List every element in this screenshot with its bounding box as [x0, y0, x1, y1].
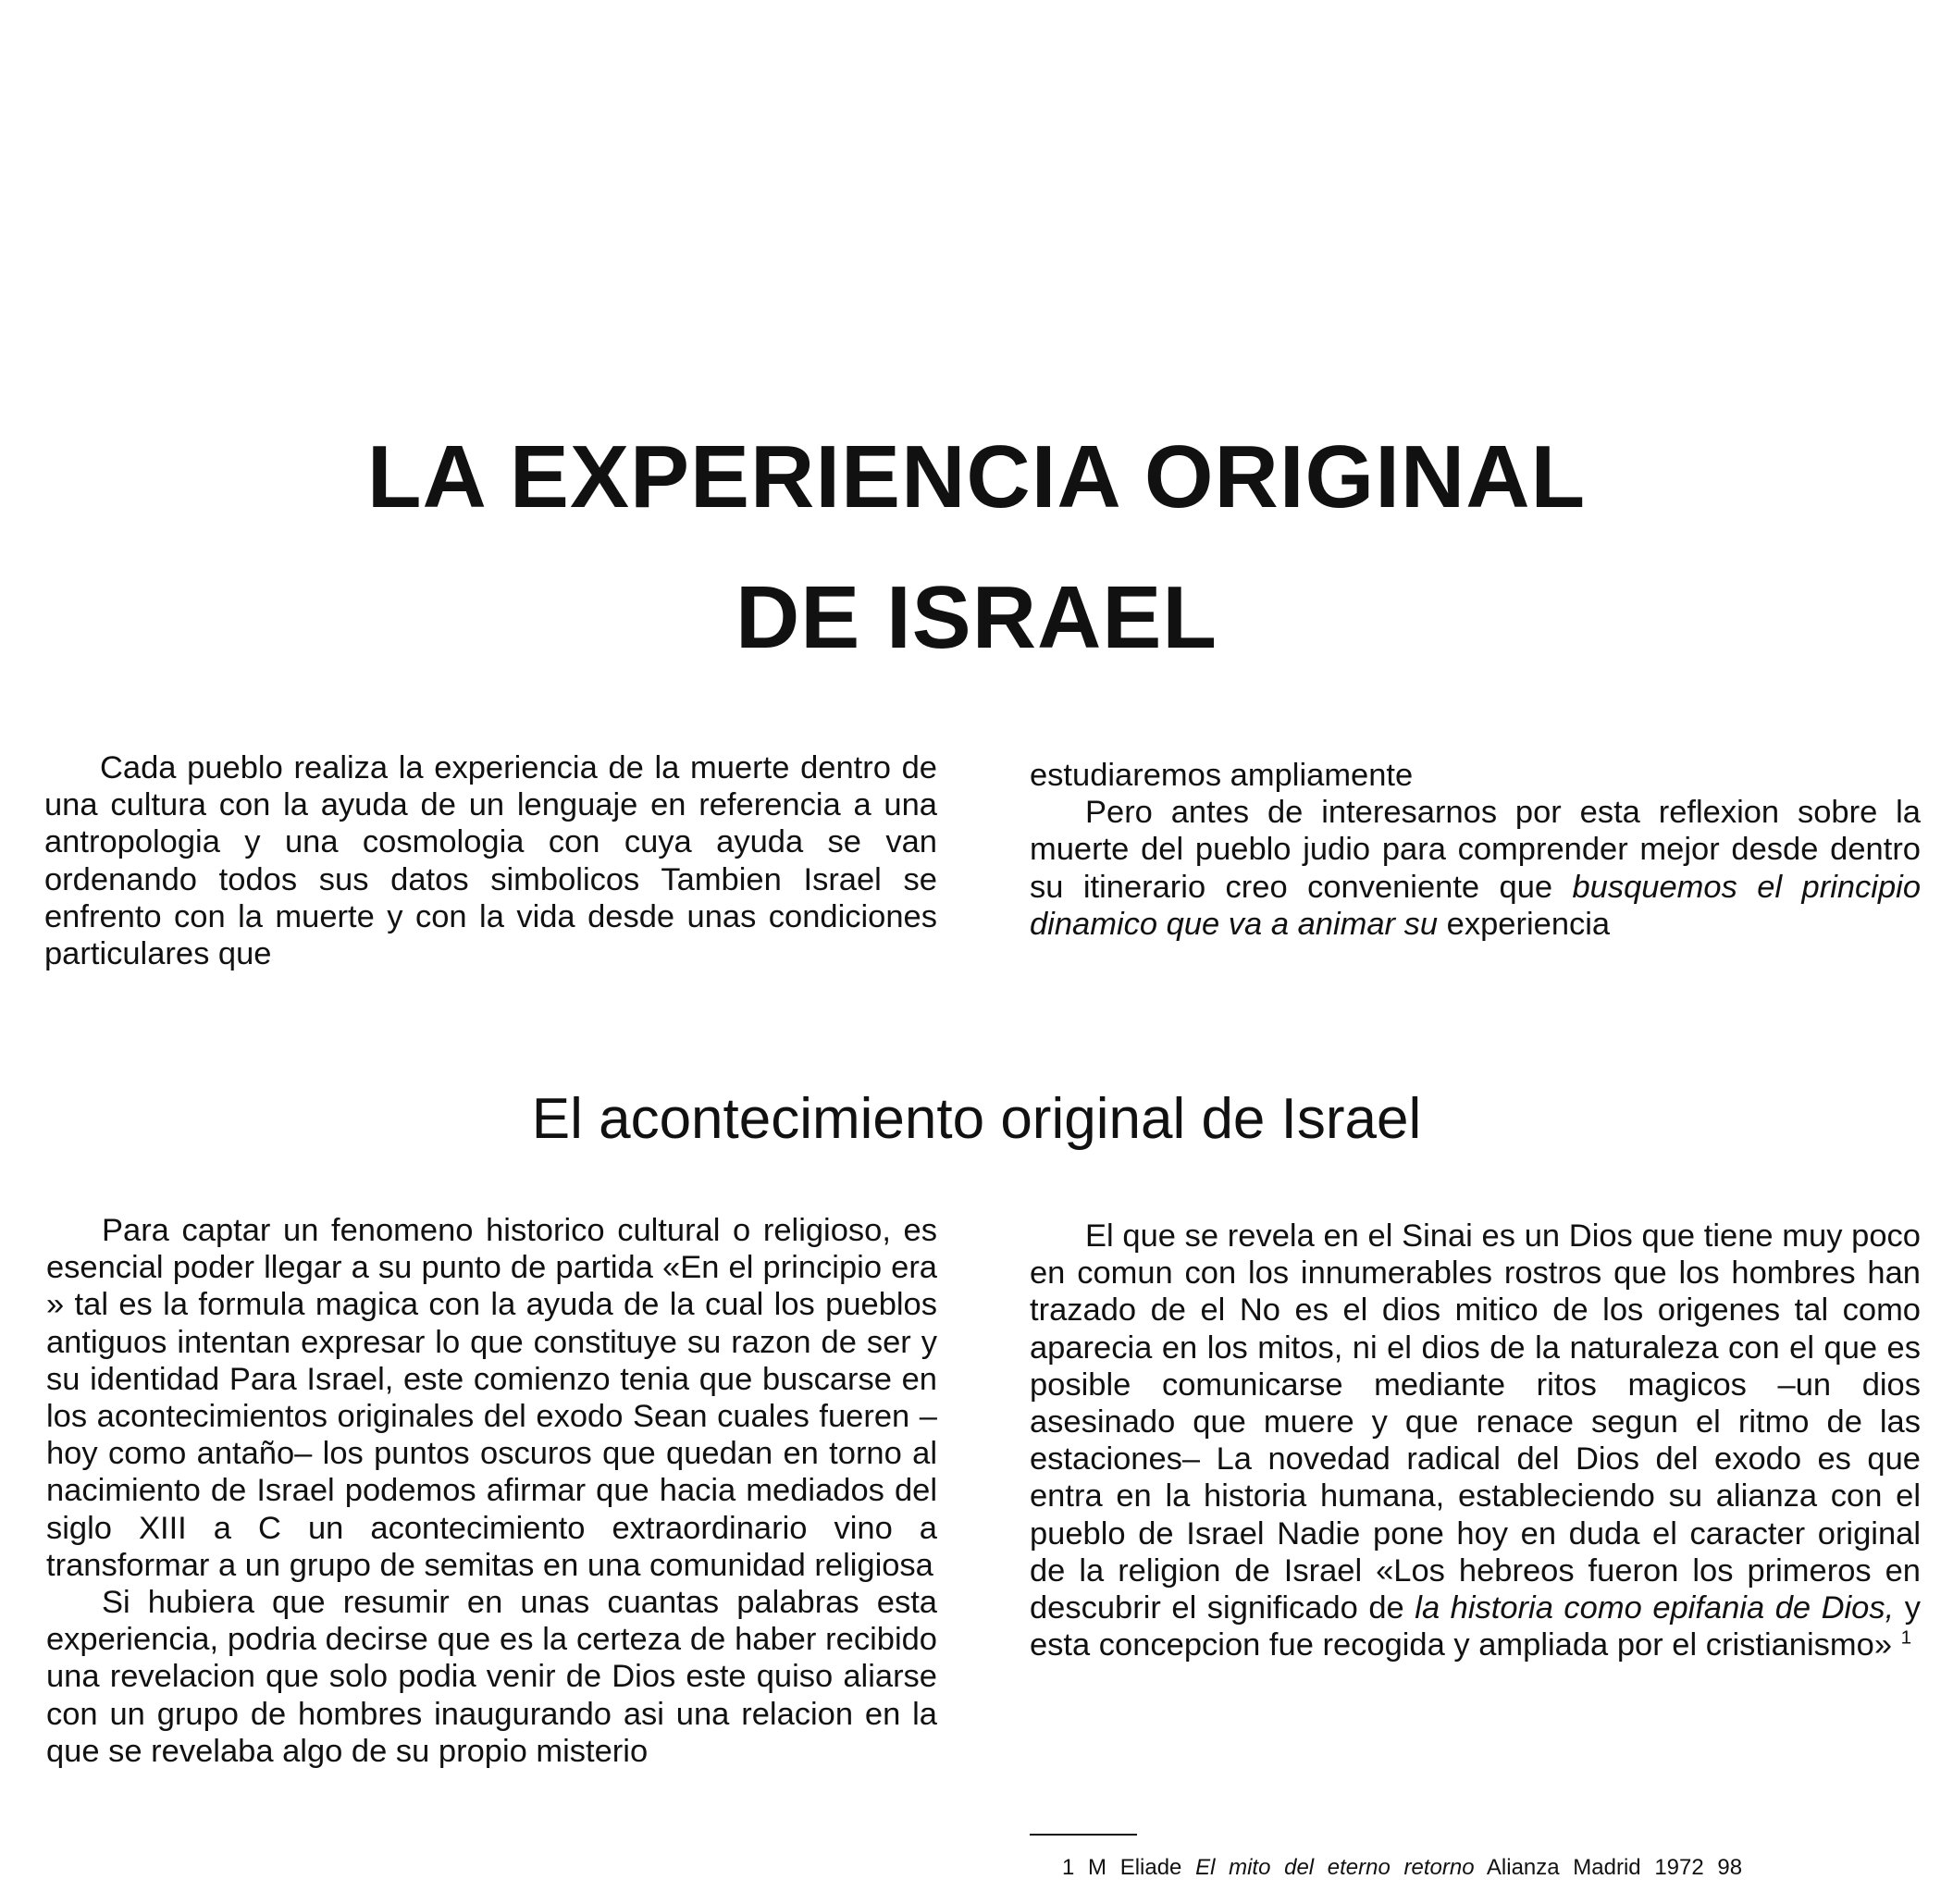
- intro-paragraph-2-italic: busquemos el principio dinamico que va a animar su: [1030, 869, 1922, 942]
- footnote-number: 1: [1062, 1855, 1075, 1880]
- section-paragraph-2: Si hubiera que resumir en unas cuantas palabras esta experiencia, podria decirse que es la certeza de haber recibido una revelacion que solo podia venir de Dios este quiso aliarse con un grupo de hombres inaugurando asi una relacion en la que se revelaba algo de su propio misterio: [46, 1585, 937, 1769]
- footnote: [1062, 1854, 1932, 1882]
- footnote-publication: Alianza Madrid 1972 98: [1474, 1855, 1743, 1880]
- section-paragraph-1: Para captar un fenomeno historico cultural o religioso, es esencial poder llegar a su punto de partida «En el principio era » tal es la formula magica con la ayuda de la cual los pueblos antiguos intentan expresar lo que constituye su razon de ser y su identidad Para Israel, este comienzo tenia que buscarse en los acontecimientos originales del exodo Sean cuales fueren –hoy como antaño– los puntos oscuros que quedan en torno al nacimiento de Israel podemos afirmar que hacia mediados del siglo XIII a C un acontecimiento extraordinario vino a transformar a un grupo de semitas en una comunidad religiosa: [46, 1213, 937, 1583]
- footnote-work-title: El mito del eterno retorno: [1195, 1855, 1475, 1880]
- footnote-author: M Eliade: [1088, 1855, 1196, 1880]
- footnote-divider: [1030, 1834, 1137, 1836]
- section-heading: El acontecimiento original de Israel: [531, 1087, 1422, 1151]
- intro-paragraph-2-text: Pero antes de interesarnos por esta reflexion sobre la muerte del pueblo judio para comprender mejor desde dentro su itinerario creo conveniente que: [1030, 795, 1921, 905]
- intro-paragraph-1: Cada pueblo realiza la experiencia de la muerte dentro de una cultura con la ayuda de un lenguaje en referencia a una antropologia y una cosmologia con cuya ayuda se van ordenando todos sus datos simbolicos Tambien Israel se enfrento con la muerte y con la vida desde unas condiciones particulares que: [44, 750, 937, 972]
- section-left-column: [46, 1212, 937, 1770]
- section-right-column: [1030, 1218, 1921, 1663]
- section-paragraph-3: [1030, 1218, 1921, 1663]
- intro-paragraph-2: [1030, 794, 1921, 943]
- intro-right-column: [1030, 757, 1921, 943]
- footnote-reference: 1: [1900, 1626, 1912, 1649]
- title-line-2: DE ISRAEL: [735, 568, 1218, 667]
- section-paragraph-3-text: El que se revela en el Sinai es un Dios que tiene muy poco en comun con los innumerables rostros que los hombres han trazado de el No es el dios mitico de los origenes tal como aparecia en los mitos, ni el dios de la naturaleza con el que es posible comunicarse mediante ritos magicos –un dios asesinado que muere y que renace segun el ritmo de las estaciones– La novedad radical del Dios del exodo es que entra en la historia humana, estableciendo su alianza con el pueblo de Israel Nadie pone hoy en duda el caracter original de la religion de Israel «Los hebreos fueron los primeros en descubrir el significado de: [1030, 1218, 1921, 1626]
- section-paragraph-3-italic: la historia como epifania de Dios,: [1415, 1590, 1895, 1626]
- page-title: [0, 407, 1953, 688]
- title-line-1: LA EXPERIENCIA ORIGINAL: [366, 427, 1587, 526]
- intro-left-column: [44, 749, 937, 972]
- section-paragraph-3-end: y esta concepcion fue recogida y ampliada por el cristianismo»: [1030, 1590, 1922, 1663]
- intro-paragraph-2-end: experiencia: [1438, 906, 1611, 942]
- intro-paragraph-1-continued: estudiaremos ampliamente: [1030, 758, 1414, 793]
